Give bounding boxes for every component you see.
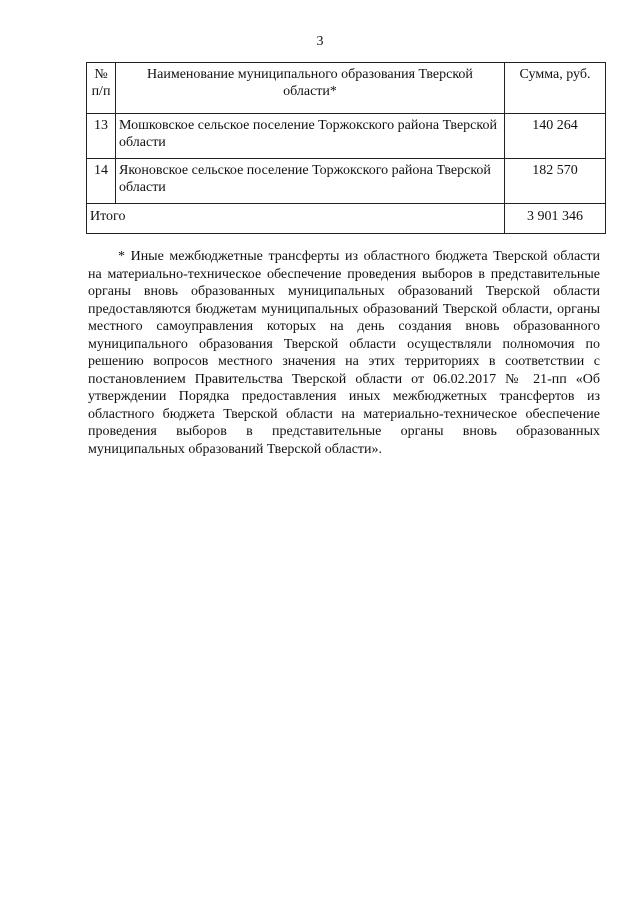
header-number: № п/п xyxy=(87,63,116,114)
row-municipality-name: Мошковское сельское поселение Торжокского района Тверской области xyxy=(116,114,505,159)
page-number: 3 xyxy=(316,34,324,49)
table-row xyxy=(87,159,606,204)
header-sum: Сумма, руб. xyxy=(505,63,606,114)
row-sum: 140 264 xyxy=(505,114,606,159)
total-label: Итого xyxy=(87,204,505,234)
footnote: * Иные межбюджетные трансферты из областного бюджета Тверской области на материально-техническое обеспечение проведения выборов в представительные органы вновь образованных муниципальных образований Тверской области предоставляются бюджетам муниципальных образований Тверской области, органы местного самоуправления которых на день создания вновь образованного муниципального образования Тверской области осуществляли полномочия по решению вопросов местного значения на этих территориях в соответствии с постановлением Правительства Тверской области от 06.02.2017 № 21-пп «Об утверждении Порядка предоставления иных межбюджетных трансфертов из областного бюджета Тверской области на материально-техническое обеспечение проведения выборов в представительные органы вновь образованных муниципальных образований Тверской области». xyxy=(88,249,600,457)
table-total-row xyxy=(87,204,606,234)
table-row xyxy=(87,114,606,159)
total-sum: 3 901 346 xyxy=(505,204,606,234)
row-municipality-name: Яконовское сельское поселение Торжокского района Тверской области xyxy=(116,159,505,204)
row-number: 13 xyxy=(87,114,116,159)
table-header-row xyxy=(87,63,606,114)
row-sum: 182 570 xyxy=(505,159,606,204)
row-number: 14 xyxy=(87,159,116,204)
header-municipality-name: Наименование муниципального образования Тверской области* xyxy=(116,63,505,114)
transfers-table xyxy=(86,62,606,234)
